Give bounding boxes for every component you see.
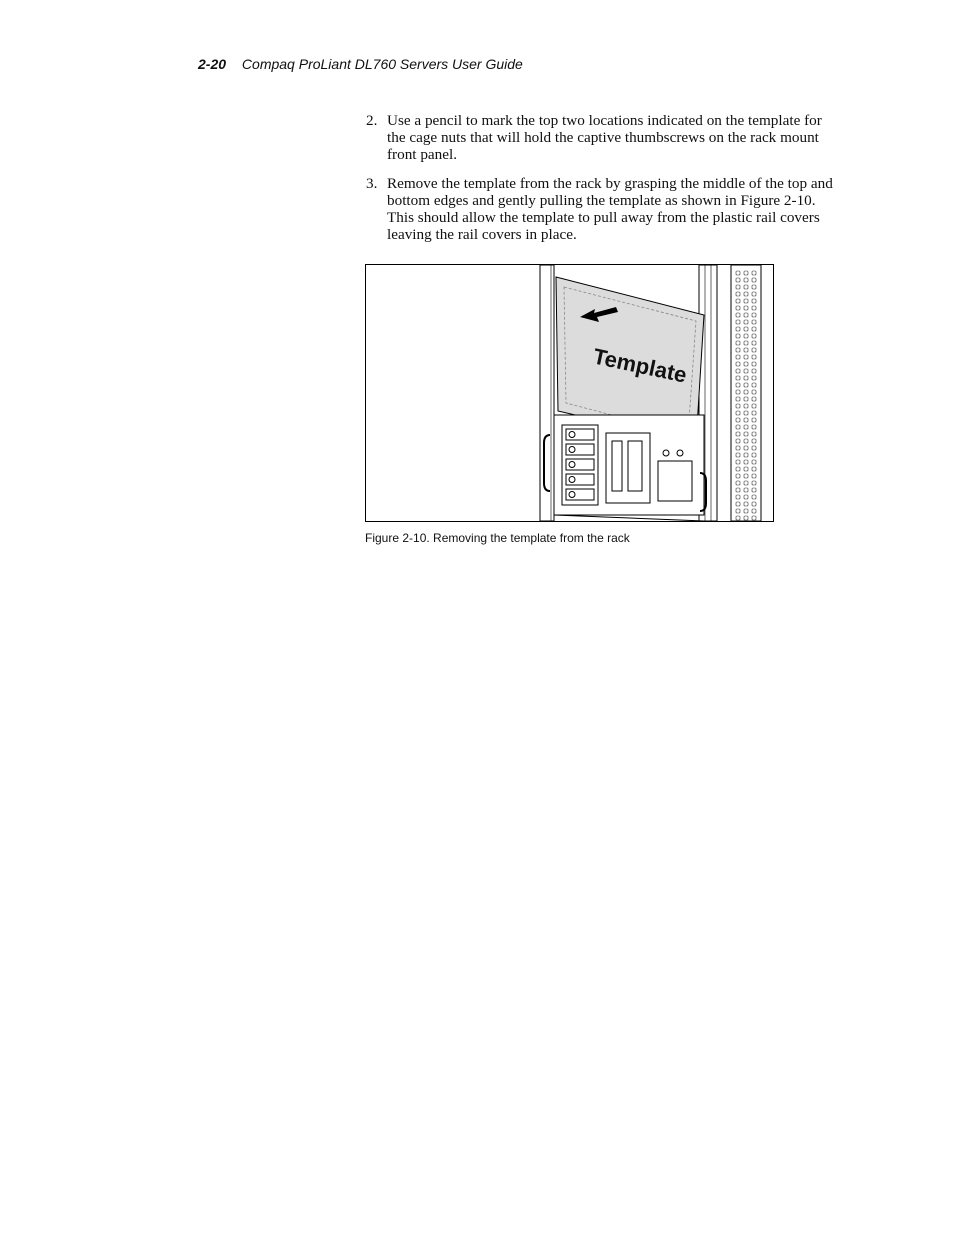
step-number: 2. <box>366 112 378 129</box>
drive-led <box>569 447 575 453</box>
drive-led <box>569 432 575 438</box>
instruction-steps <box>366 112 841 254</box>
page-header <box>198 56 523 72</box>
rack-left-post <box>540 265 554 521</box>
server-unit <box>544 415 706 521</box>
step-text: Remove the template from the rack by grasping the middle of the top and bottom edges and gently pulling the template as shown in Figure 2-10. This should allow the template to pull away from the plastic rail covers leaving the rail covers in place. <box>387 174 833 244</box>
figure-rack-template <box>365 264 774 522</box>
drive-led <box>569 462 575 468</box>
step-3 <box>366 175 841 244</box>
step-2 <box>366 112 841 164</box>
drive-led <box>569 492 575 498</box>
page-number: 2-20 <box>198 56 227 72</box>
step-text: Use a pencil to mark the top two locations indicated on the template for the cage nuts that will hold the captive thumbscrews on the rack mount front panel. <box>387 112 822 164</box>
rack-illustration <box>366 265 773 521</box>
guide-title: Compaq ProLiant DL760 Servers User Guide <box>241 56 523 72</box>
template-label: Template <box>590 343 690 388</box>
figure-caption: Figure 2-10. Removing the template from the rack <box>365 531 630 545</box>
rack-side-panel <box>731 265 761 521</box>
drive-led <box>569 477 575 483</box>
step-number: 3. <box>366 174 378 192</box>
